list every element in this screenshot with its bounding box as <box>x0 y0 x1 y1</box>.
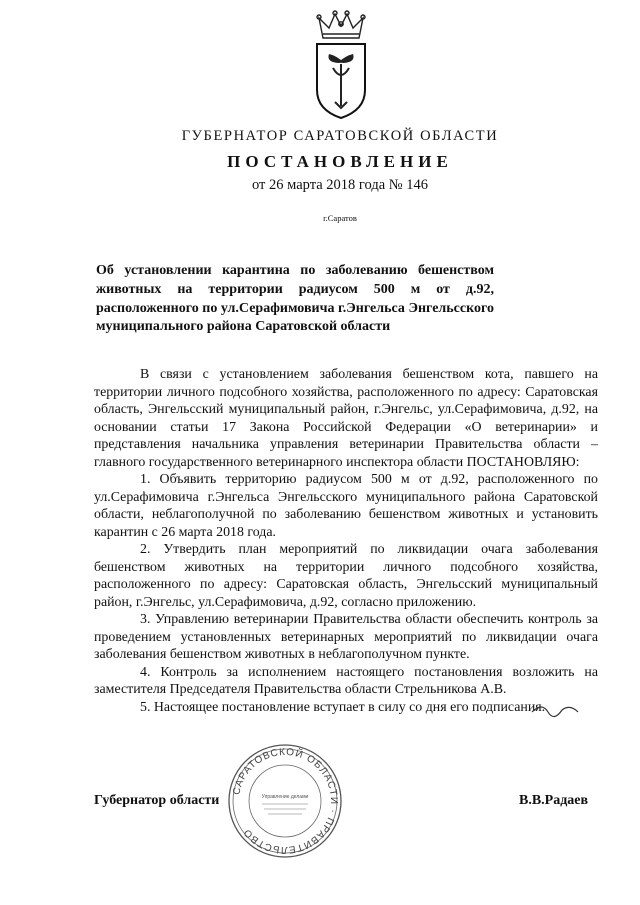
stamp-center-text: Управление делами <box>261 794 309 800</box>
signatory-name: В.В.Радаев <box>519 793 589 808</box>
official-stamp <box>226 742 344 860</box>
clause-2: 2. Утвердить план мероприятий по ликвидации очага заболевания бешенством животных на территории личного подсобного хозяйства, расположенного по адресу: Саратовская область, Энгельсский муниципальный район, г.Энгельс, ул.Серафимовича, д.92, согласно приложению. <box>94 542 598 610</box>
svg-text:САРАТОВСКОЙ ОБЛАСТИ · ПРАВИТЕЛ <box>231 746 339 855</box>
document-place: г.Саратов <box>323 213 357 223</box>
stamp-ring-text: САРАТОВСКОЙ ОБЛАСТИ · ПРАВИТЕЛЬСТВО <box>231 746 340 856</box>
clause-3: 3. Управлению ветеринарии Правительства области обеспечить контроль за проведением установленных ветеринарных мероприятий по ликвидации очага заболевания бешенством животных в неблагополучном пункте. <box>94 612 598 662</box>
document-type: ПОСТАНОВЛЕНИЕ <box>227 152 453 171</box>
clause-4: 4. Контроль за исполнением настоящего постановления возложить на заместителя Председателя Правительства области Стрельникова А.В. <box>94 664 598 697</box>
preamble-paragraph: В связи с установлением заболевания бешенством кота, павшего на территории личного подсобного хозяйства, расположенного по адресу: Саратовская область, Энгельсский муниципальный район, г.Энгельс, ул.Серафимовича, д.92, на основании статьи 17 Закона Российской Федерации «О ветеринарии» и представления начальника управления ветеринарии Правительства области – главного государственного ветеринарного инспектора области ПОСТАНОВЛЯЮ: <box>94 367 598 470</box>
coat-of-arms-emblem <box>309 10 373 122</box>
document-body <box>94 366 598 716</box>
authority-title: ГУБЕРНАТОР САРАТОВСКОЙ ОБЛАСТИ <box>181 128 499 144</box>
signatory-position: Губернатор области <box>94 793 220 808</box>
document-date-number: от 26 марта 2018 года № 146 <box>252 177 428 193</box>
document-subject: Об установлении карантина по заболеванию бешенством животных на территории радиусом 500 м от д.92, расположенного по ул.Серафимовича г.Энгельса Энгельсского муниципального района Саратовской области <box>96 263 494 335</box>
clause-5: 5. Настоящее постановление вступает в силу со дня его подписания. <box>140 699 546 715</box>
handwritten-signature <box>528 698 588 720</box>
clause-1: 1. Объявить территорию радиусом 500 м от д.92, расположенного по ул.Серафимовича г.Энгельса Энгельсского муниципального района Саратовской области, неблагополучной по заболеванию бешенством животных и установить карантин с 26 марта 2018 года. <box>94 472 598 540</box>
